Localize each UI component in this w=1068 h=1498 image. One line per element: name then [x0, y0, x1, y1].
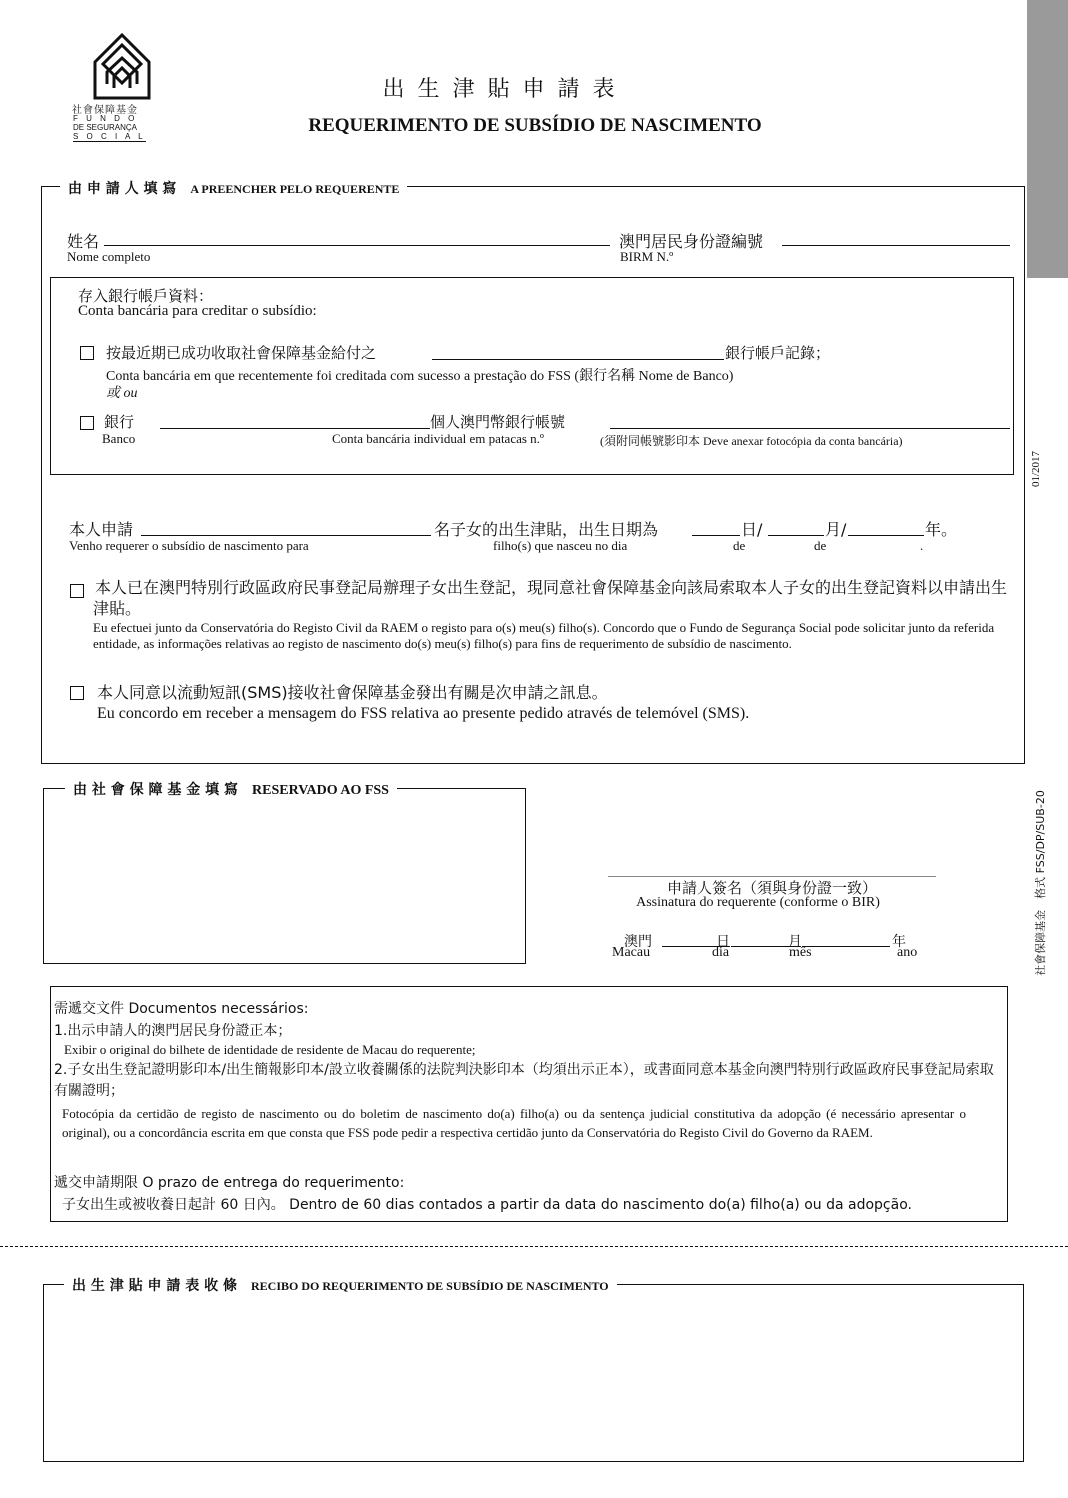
name-field[interactable] [104, 245, 610, 246]
request-zh-2: 名子女的出生津貼，出生日期為 [434, 520, 659, 539]
request-name-field[interactable] [141, 535, 431, 536]
name-label-zh: 姓名 [67, 232, 100, 251]
request-zh-1: 本人申請 [69, 520, 134, 539]
birth-year-field[interactable] [848, 535, 924, 536]
logo [70, 30, 180, 148]
name-label-pt: Nome completo [67, 249, 151, 264]
birth-month-field[interactable] [768, 535, 824, 536]
logo-pt-1: F U N D O [73, 114, 138, 123]
legend-pt: A PREENCHER PELO REQUERENTE [190, 182, 400, 196]
consent-sms-checkbox[interactable] [70, 686, 84, 700]
id-label-zh: 澳門居民身份證編號 [619, 232, 764, 251]
account-label-zh: 個人澳門幣銀行帳號 [430, 413, 566, 431]
recent-bank-name-field[interactable] [432, 359, 724, 360]
fss-legend-zh: 由 社 會 保 障 基 金 填 寫 [73, 782, 238, 798]
doc-item2-pt: Fotocópia da certidão de registo de nascimento ou do boletim de nascimento do(a) filho(a) ou da sentença judicial constitutiva da adopção (é necessário apresentar o original), ou a concordância escrita em que consta que FSS pode pedir a respectiva certidão junto da Conservatória do Registo Civil do Governo da RAEM. [62, 1106, 966, 1140]
page-title-zh: 出 生 津 貼 申 請 表 [382, 77, 618, 102]
receipt-legend [64, 1275, 617, 1295]
consent-registry-pt: Eu efectuei junto da Conservatória do Registo Civil da RAEM o registo para o(s) meu(s) filho(s). Concordo que o Fundo de Segurança Social pode solicitar junto da referida entidade, as informações relativas ao registo de nascimento do(s) meu(s) filho(s) para fins de requerimento de subsídio de nascimento. [93, 620, 995, 651]
bank-title-zh: 存入銀行帳戶資料： [78, 287, 214, 305]
bank-option-recent-pt: Conta bancária em que recentemente foi creditada com sucesso a prestação do FSS (銀行名稱 Nome de Banco) [106, 369, 734, 384]
account-label-pt: Conta bancária individual em patacas n.º [332, 431, 544, 446]
request-pt-2: filho(s) que nasceu no dia [493, 538, 628, 553]
request-zh-month: 月/ [825, 520, 847, 539]
id-label-pt: BIRM N.º [620, 249, 674, 264]
signature-label-zh: 申請人簽名（須與身份證一致） [666, 879, 877, 897]
side-tab [1027, 0, 1068, 278]
request-pt-1: Venho requerer o subsídio de nascimento para [69, 538, 309, 553]
request-pt-dot: . [920, 538, 924, 553]
applicant-section-legend [60, 178, 407, 198]
request-pt-de2: de [814, 538, 827, 553]
receipt-legend-pt: RECIBO DO REQUERIMENTO DE SUBSÍDIO DE NASCIMENTO [251, 1279, 609, 1293]
bank-option-other-pt: Banco [102, 431, 136, 446]
applicant-section [41, 186, 1025, 764]
form-code: 社會保障基金 格式 FSS/DP/SUB-20 [1034, 790, 1047, 976]
logo-pt-2: DE SEGURANÇA [73, 123, 138, 132]
birth-day-field[interactable] [692, 535, 740, 536]
logo-zh: 社會保障基金 [72, 105, 138, 116]
bank-option-recent-checkbox[interactable] [80, 346, 94, 360]
fss-reserved-section [43, 788, 526, 964]
request-zh-day: 日/ [741, 520, 763, 539]
month-label-pt: mês [789, 945, 812, 960]
consent-sms-zh: 本人同意以流動短訊(SMS)接收社會保障基金發出有關是次申請之訊息。 [97, 683, 608, 702]
doc-item1-zh: 1.出示申請人的澳門居民身份證正本； [54, 1023, 292, 1039]
day-label-pt: dia [712, 945, 730, 960]
consent-registry-checkbox[interactable] [70, 584, 84, 598]
request-pt-de1: de [733, 538, 746, 553]
form-version-date: 01/2017 [1030, 450, 1042, 488]
deadline-text: 子女出生或被收養日起計 60 日內。 Dentro de 60 dias contados a partir da data do nascimento do(a) filho(a) ou da adopção. [62, 1197, 912, 1213]
year-label-zh: 年 [892, 934, 906, 950]
logo-emblem [92, 32, 152, 100]
deadline-title: 遞交申請期限 O prazo de entrega do requerimento: [54, 1175, 405, 1191]
page-title-pt: REQUERIMENTO DE SUBSÍDIO DE NASCIMENTO [308, 115, 762, 136]
receipt-legend-zh: 出 生 津 貼 申 請 表 收 條 [72, 1278, 237, 1294]
bank-name-field[interactable] [160, 428, 430, 429]
consent-sms-pt: Eu concordo em receber a mensagem do FSS relativa ao presente pedido através de telemóvel (SMS). [97, 705, 750, 722]
cut-line [0, 1246, 1068, 1247]
bank-option-recent-zh-a: 按最近期已成功收取社會保障基金給付之 [106, 344, 377, 362]
account-note: (須附同帳號影印本 Deve anexar fotocópia da conta bancária) [600, 434, 903, 448]
bank-option-other-checkbox[interactable] [80, 416, 94, 430]
month-label-zh: 月 [788, 934, 802, 950]
account-number-field[interactable] [610, 428, 1010, 429]
fss-reserved-legend [65, 779, 397, 799]
legend-zh: 由 申 請 人 填 寫 [68, 181, 177, 197]
request-zh-year: 年。 [925, 520, 958, 539]
bank-option-other-zh: 銀行 [104, 413, 135, 431]
macau-label-pt: Macau [612, 945, 651, 960]
documents-title: 需遞交文件 Documentos necessários: [54, 1001, 309, 1017]
id-number-field[interactable] [782, 245, 1010, 246]
consent-registry-zh: 本人已在澳門特別行政區政府民事登記局辦理子女出生登記，現同意社會保障基金向該局索取本人子女的出生登記資料以申請出生津貼。 [93, 578, 1008, 618]
bank-title-pt: Conta bancária para creditar o subsídio: [78, 303, 317, 319]
year-label-pt: ano [897, 945, 918, 960]
logo-pt-3: S O C I A L [73, 132, 146, 141]
doc-item2-zh: 2.子女出生登記證明影印本/出生簡報影印本/設立收養關係的法院判決影印本（均須出示正本），或書面同意本基金向澳門特別行政區政府民事登記局索取有關證明； [54, 1062, 994, 1099]
macau-label-zh: 澳門 [624, 934, 652, 950]
receipt-section [43, 1284, 1024, 1462]
signature-label-pt: Assinatura do requerente (conforme o BIR) [636, 895, 880, 910]
day-label-zh: 日 [716, 934, 730, 950]
fss-legend-pt: RESERVADO AO FSS [252, 783, 389, 798]
doc-item1-pt: Exibir o original do bilhete de identidade de residente de Macau do requerente; [64, 1042, 476, 1057]
or-label: 或 ou [106, 386, 138, 401]
sign-year-field[interactable] [802, 946, 890, 947]
bank-option-recent-zh-b: 銀行帳戶記錄； [725, 344, 831, 362]
